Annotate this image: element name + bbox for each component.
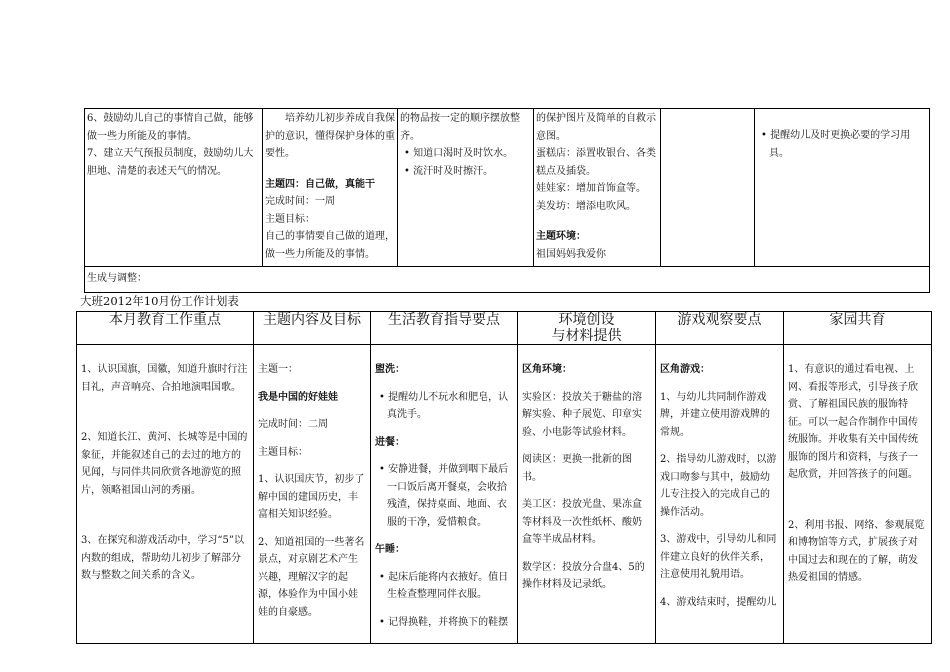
theme-time: 完成时间：一周 <box>265 196 335 207</box>
env-area <box>522 389 651 442</box>
home-item: 2、利用书报、网络、参观展览和博物馆等方式，扩展孩子对中国过去和现在的了解，萌发热爱祖国的情感。 <box>788 519 925 583</box>
life-item: • 记得换鞋，并将换下的鞋摆 <box>375 614 513 632</box>
top-col-home <box>755 109 930 267</box>
header-home: 家园共育 <box>784 312 932 345</box>
theme-goal: 1、认识国庆节，初步了解中国的建国历史，丰富相关知识经验。 <box>258 474 365 520</box>
game-item: 4、游戏结束时，提醒幼儿 <box>660 596 777 608</box>
adjust-row <box>85 267 930 293</box>
col-focus <box>77 345 254 644</box>
life-item: • 安静进餐，并做到咽下最后一口饭后离开餐桌，会收拾残渣，保持桌面、地面、衣服的干净，爱惜粮食。 <box>375 461 513 531</box>
theme-goal: 2、知道祖国的一些著名景点，对京剧艺术产生兴趣，理解汉字的起源，体验作为中国小娃娃的自豪感。 <box>258 536 365 618</box>
env-area-name: 美工区： <box>522 499 562 510</box>
theme-intro: 培养幼儿初步养成自我保护的意识，懂得保护身体的重要性。 <box>265 113 395 159</box>
top-col-life <box>398 109 534 267</box>
env-area-text: 投放分合盘4、5的操作材料及记录纸。 <box>522 561 645 590</box>
theme-title: 主题四：自己做，真能干 <box>265 178 375 190</box>
life-item: • 提醒幼儿不玩水和肥皂，认真洗手。 <box>375 389 513 424</box>
env-line: 美发坊：增添电吹风。 <box>536 200 636 212</box>
life-line: 的物品按一定的顺序摆放整齐。 <box>400 113 520 142</box>
header-environment: 环境创设 与材料提供 <box>518 312 656 345</box>
env-area-name: 实验区： <box>522 391 562 403</box>
october-plan-table <box>76 311 932 644</box>
env-line: 娃娃家：增加首饰盒等。 <box>536 183 646 194</box>
life-bullet: • 知道口渴时及时饮水。 <box>400 145 531 163</box>
game-item: 3、游戏中，引导幼儿和同伴建立良好的伙伴关系，注意使用礼貌用语。 <box>660 534 777 580</box>
env-line: 的保护图片及简单的自救示意图。 <box>536 113 656 142</box>
home-item: 1、有意识的通过看电视、上网、看报等形式，引导孩子欣赏、了解祖国民族的服饰特征。可以一起合作制作中国传统服饰。并收集有关中国传统服饰的图片和资料，与孩子一起欣赏，并回答孩子的问题。 <box>788 364 918 480</box>
focus-item: 3、在探究和游戏活动中，学习“5”以内数的组成，帮助幼儿初步了解部分数与整数之间关系的含义。 <box>81 535 244 581</box>
life-group-title: 午睡： <box>375 544 405 555</box>
env-area <box>522 496 651 549</box>
env-area-name: 阅读区： <box>522 454 562 465</box>
top-col-focus <box>85 109 263 267</box>
home-bullet: • 提醒幼儿及时更换必要的学习用具。 <box>757 127 927 162</box>
env-title: 区角环境： <box>522 364 572 375</box>
col-environment <box>518 345 656 644</box>
top-col-theme <box>263 109 398 267</box>
env-line: 蛋糕店：添置收银台、各类糕点及插袋。 <box>536 148 656 177</box>
header-life: 生活教育指导要点 <box>371 312 518 345</box>
theme-label: 主题一： <box>258 364 298 375</box>
life-group-title: 进餐： <box>375 436 405 448</box>
adjust-label: 生成与调整： <box>87 273 147 284</box>
env-area-text: 更换一批新的图书。 <box>522 454 632 483</box>
top-col-env <box>534 109 661 267</box>
game-item: 1、与幼儿共同制作游戏牌，并建立使用游戏牌的常规。 <box>660 391 770 438</box>
col-game <box>656 345 784 644</box>
top-focus-item: 7、建立天气预报员制度，鼓励幼儿大胆地、清楚的表述天气的情况。 <box>87 148 254 177</box>
header-focus: 本月教育工作重点 <box>77 312 254 345</box>
header-game: 游戏观察要点 <box>656 312 784 345</box>
top-plan-table <box>84 108 930 293</box>
env-area <box>522 559 651 594</box>
focus-item: 2、知道长江、黄河、长城等是中国的象征，并能叙述自己的去过的地方的见闻，与同伴共同欣赏各地游览的照片，领略祖国山河的秀丽。 <box>81 432 248 496</box>
theme-time: 完成时间：二周 <box>258 419 328 430</box>
col-home <box>784 345 932 644</box>
life-bullet: • 流汗时及时擦汗。 <box>400 163 531 181</box>
life-group-title: 盥洗： <box>375 364 405 375</box>
col-life <box>371 345 518 644</box>
top-focus-item: 6、鼓励幼儿自己的事情自己做，能够做一些力所能及的事情。 <box>87 113 254 142</box>
life-item: • 起床后能将内衣掖好。值日生检查整理同伴衣服。 <box>375 569 513 604</box>
env-area-name: 数学区： <box>522 561 562 573</box>
env-theme-title: 主题环境： <box>536 231 586 242</box>
env-area-text: 投放关于糖盐的溶解实验、种子展览、印章实验、小电影等试验材料。 <box>522 391 642 438</box>
plan-caption: 大班2012年10月份工作计划表 <box>80 294 239 308</box>
env-area-text: 投放光盘、果冻盒等材料及一次性纸杯、酸奶盒等半成品材料。 <box>522 499 642 545</box>
theme-goal-label: 主题目标： <box>258 446 308 458</box>
focus-item: 1、认识国旗，国徽，知道升旗时行注目礼，声音响亮、合拍地演唱国歌。 <box>81 364 248 393</box>
theme-name: 我是中国的好娃娃 <box>258 391 338 403</box>
theme-goal-label: 主题目标： <box>265 213 315 225</box>
env-area <box>522 451 651 486</box>
theme-goal: 自己的事情要自己做的道理，做一些力所能及的事情。 <box>265 231 395 260</box>
top-col-game <box>661 109 755 267</box>
header-theme: 主题内容及目标 <box>254 312 371 345</box>
game-title: 区角游戏： <box>660 364 710 375</box>
game-item: 2、指导幼儿游戏时，以游戏口吻参与其中，鼓励幼儿专注投入的完成自己的操作活动。 <box>660 454 777 518</box>
col-theme <box>254 345 371 644</box>
env-theme: 祖国妈妈我爱你 <box>536 248 606 260</box>
